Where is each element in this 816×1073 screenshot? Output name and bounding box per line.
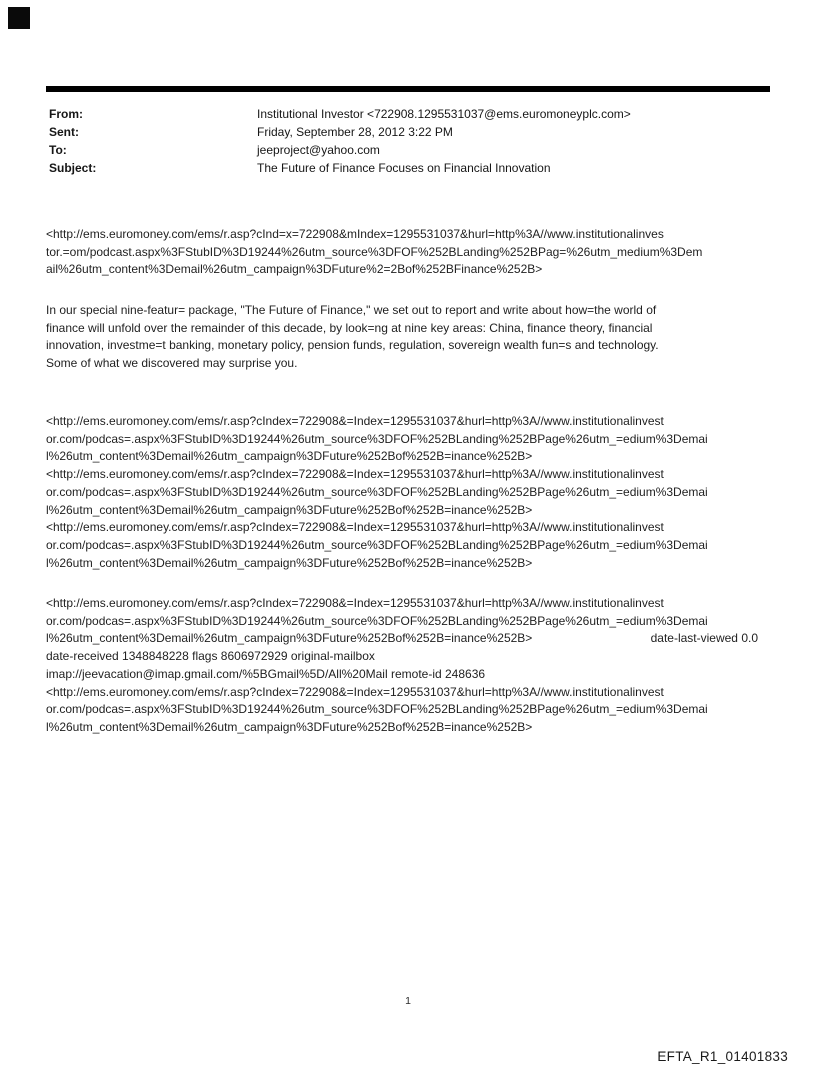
header-row-to: [49, 141, 773, 159]
imap-mailbox-meta: imap://jeevacation@imap.gmail.com/%5BGmail%5D/All%20Mail remote-id 248636: [46, 666, 486, 681]
url-line: <http://ems.euromoney.com/ems/r.asp?cIndex=722908&=Index=1295531037&hurl=http%3A//www.institutionalinvest: [46, 414, 664, 428]
header-row-from: [49, 105, 773, 123]
url-line: or.com/podcas=.aspx%3FStubID%3D19244%26utm_source%3DFOF%252BLanding%252BPage%26utm_=edium%3Demai: [46, 613, 708, 628]
url-line: <http://ems.euromoney.com/ems/r.asp?cIndex=722908&=Index=1295531037&hurl=http%3A//www.institutionalinvest: [46, 520, 664, 535]
paragraph-line: finance will unfold over the remainder of this decade, by look=ng at nine key areas: China, finance theory, financial: [46, 320, 653, 335]
page-number: 1: [405, 995, 411, 1007]
url-block-with-metadata: [46, 595, 770, 737]
to-value: jeeproject@yahoo.com: [257, 143, 380, 157]
date-last-viewed-meta: date-last-viewed 0.0: [650, 631, 758, 646]
header-row-sent: [49, 123, 773, 141]
scan-corner-mark: [8, 7, 30, 29]
email-header: [49, 105, 773, 177]
url-line: <http://ems.euromoney.com/ems/r.asp?cIndex=722908&=Index=1295531037&hurl=http%3A//www.institutionalinvest: [46, 467, 664, 482]
url-line: tor.=om/podcast.aspx%3FStubID%3D19244%26utm_source%3DFOF%252BLanding%252BPag=%26utm_medium%3Dem: [46, 244, 703, 259]
url-line: or.com/podcas=.aspx%3FStubID%3D19244%26utm_source%3DFOF%252BLanding%252BPage%26utm_=edium%3Demai: [46, 431, 708, 446]
paragraph-line: Some of what we discovered may surprise you.: [46, 356, 298, 371]
url-line: <http://ems.euromoney.com/ems/r.asp?cInd=x=722908&mIndex=1295531037&hurl=http%3A//www.institutionalinves: [46, 227, 664, 241]
url-fragment: l%26utm_content%3Demail%26utm_campaign%3DFuture%252Bof%252B=inance%252B>: [46, 631, 533, 646]
to-label: To:: [49, 143, 67, 157]
url-line: l%26utm_content%3Demail%26utm_campaign%3DFuture%252Bof%252B=inance%252B>: [46, 449, 533, 464]
url-line: or.com/podcas=.aspx%3FStubID%3D19244%26utm_source%3DFOF%252BLanding%252BPage%26utm_=edium%3Demai: [46, 537, 708, 552]
subject-label: Subject:: [49, 161, 97, 175]
url-block-1: [46, 226, 770, 279]
url-line: l%26utm_content%3Demail%26utm_campaign%3DFuture%252Bof%252B=inance%252B>: [46, 502, 533, 517]
url-line-with-date-meta: [46, 630, 758, 648]
paragraph-line: innovation, investme=t banking, monetary policy, pension funds, regulation, sovereign wealth fun=s and technology.: [46, 338, 659, 353]
from-value: Institutional Investor <722908.1295531037@ems.euromoneyplc.com>: [257, 107, 631, 121]
sent-value: Friday, September 28, 2012 3:22 PM: [257, 125, 453, 139]
url-line: or.com/podcas=.aspx%3FStubID%3D19244%26utm_source%3DFOF%252BLanding%252BPage%26utm_=edium%3Demai: [46, 484, 708, 499]
url-line: l%26utm_content%3Demail%26utm_campaign%3DFuture%252Bof%252B=inance%252B>: [46, 719, 533, 734]
url-block-repeated: [46, 413, 770, 572]
body-paragraph: [46, 302, 770, 373]
header-divider-rule: [46, 86, 770, 92]
sent-label: Sent:: [49, 125, 79, 139]
date-received-meta: date-received 1348848228 flags 8606972929 original-mailbox: [46, 649, 375, 664]
url-line: l%26utm_content%3Demail%26utm_campaign%3DFuture%252Bof%252B=inance%252B>: [46, 555, 533, 570]
bates-stamp: EFTA_R1_01401833: [657, 1049, 788, 1064]
url-line: <http://ems.euromoney.com/ems/r.asp?cIndex=722908&=Index=1295531037&hurl=http%3A//www.institutionalinvest: [46, 684, 664, 699]
url-line: ail%26utm_content%3Demail%26utm_campaign%3DFuture%2=2Bof%252BFinance%252B>: [46, 262, 543, 277]
url-line: <http://ems.euromoney.com/ems/r.asp?cIndex=722908&=Index=1295531037&hurl=http%3A//www.institutionalinvest: [46, 596, 664, 610]
subject-value: The Future of Finance Focuses on Financial Innovation: [257, 161, 551, 175]
header-row-subject: [49, 159, 773, 177]
from-label: From:: [49, 107, 83, 121]
url-line: or.com/podcas=.aspx%3FStubID%3D19244%26utm_source%3DFOF%252BLanding%252BPage%26utm_=edium%3Demai: [46, 702, 708, 717]
paragraph-line: In our special nine-featur= package, "The Future of Finance," we set out to report and write about how=the world of: [46, 303, 657, 317]
